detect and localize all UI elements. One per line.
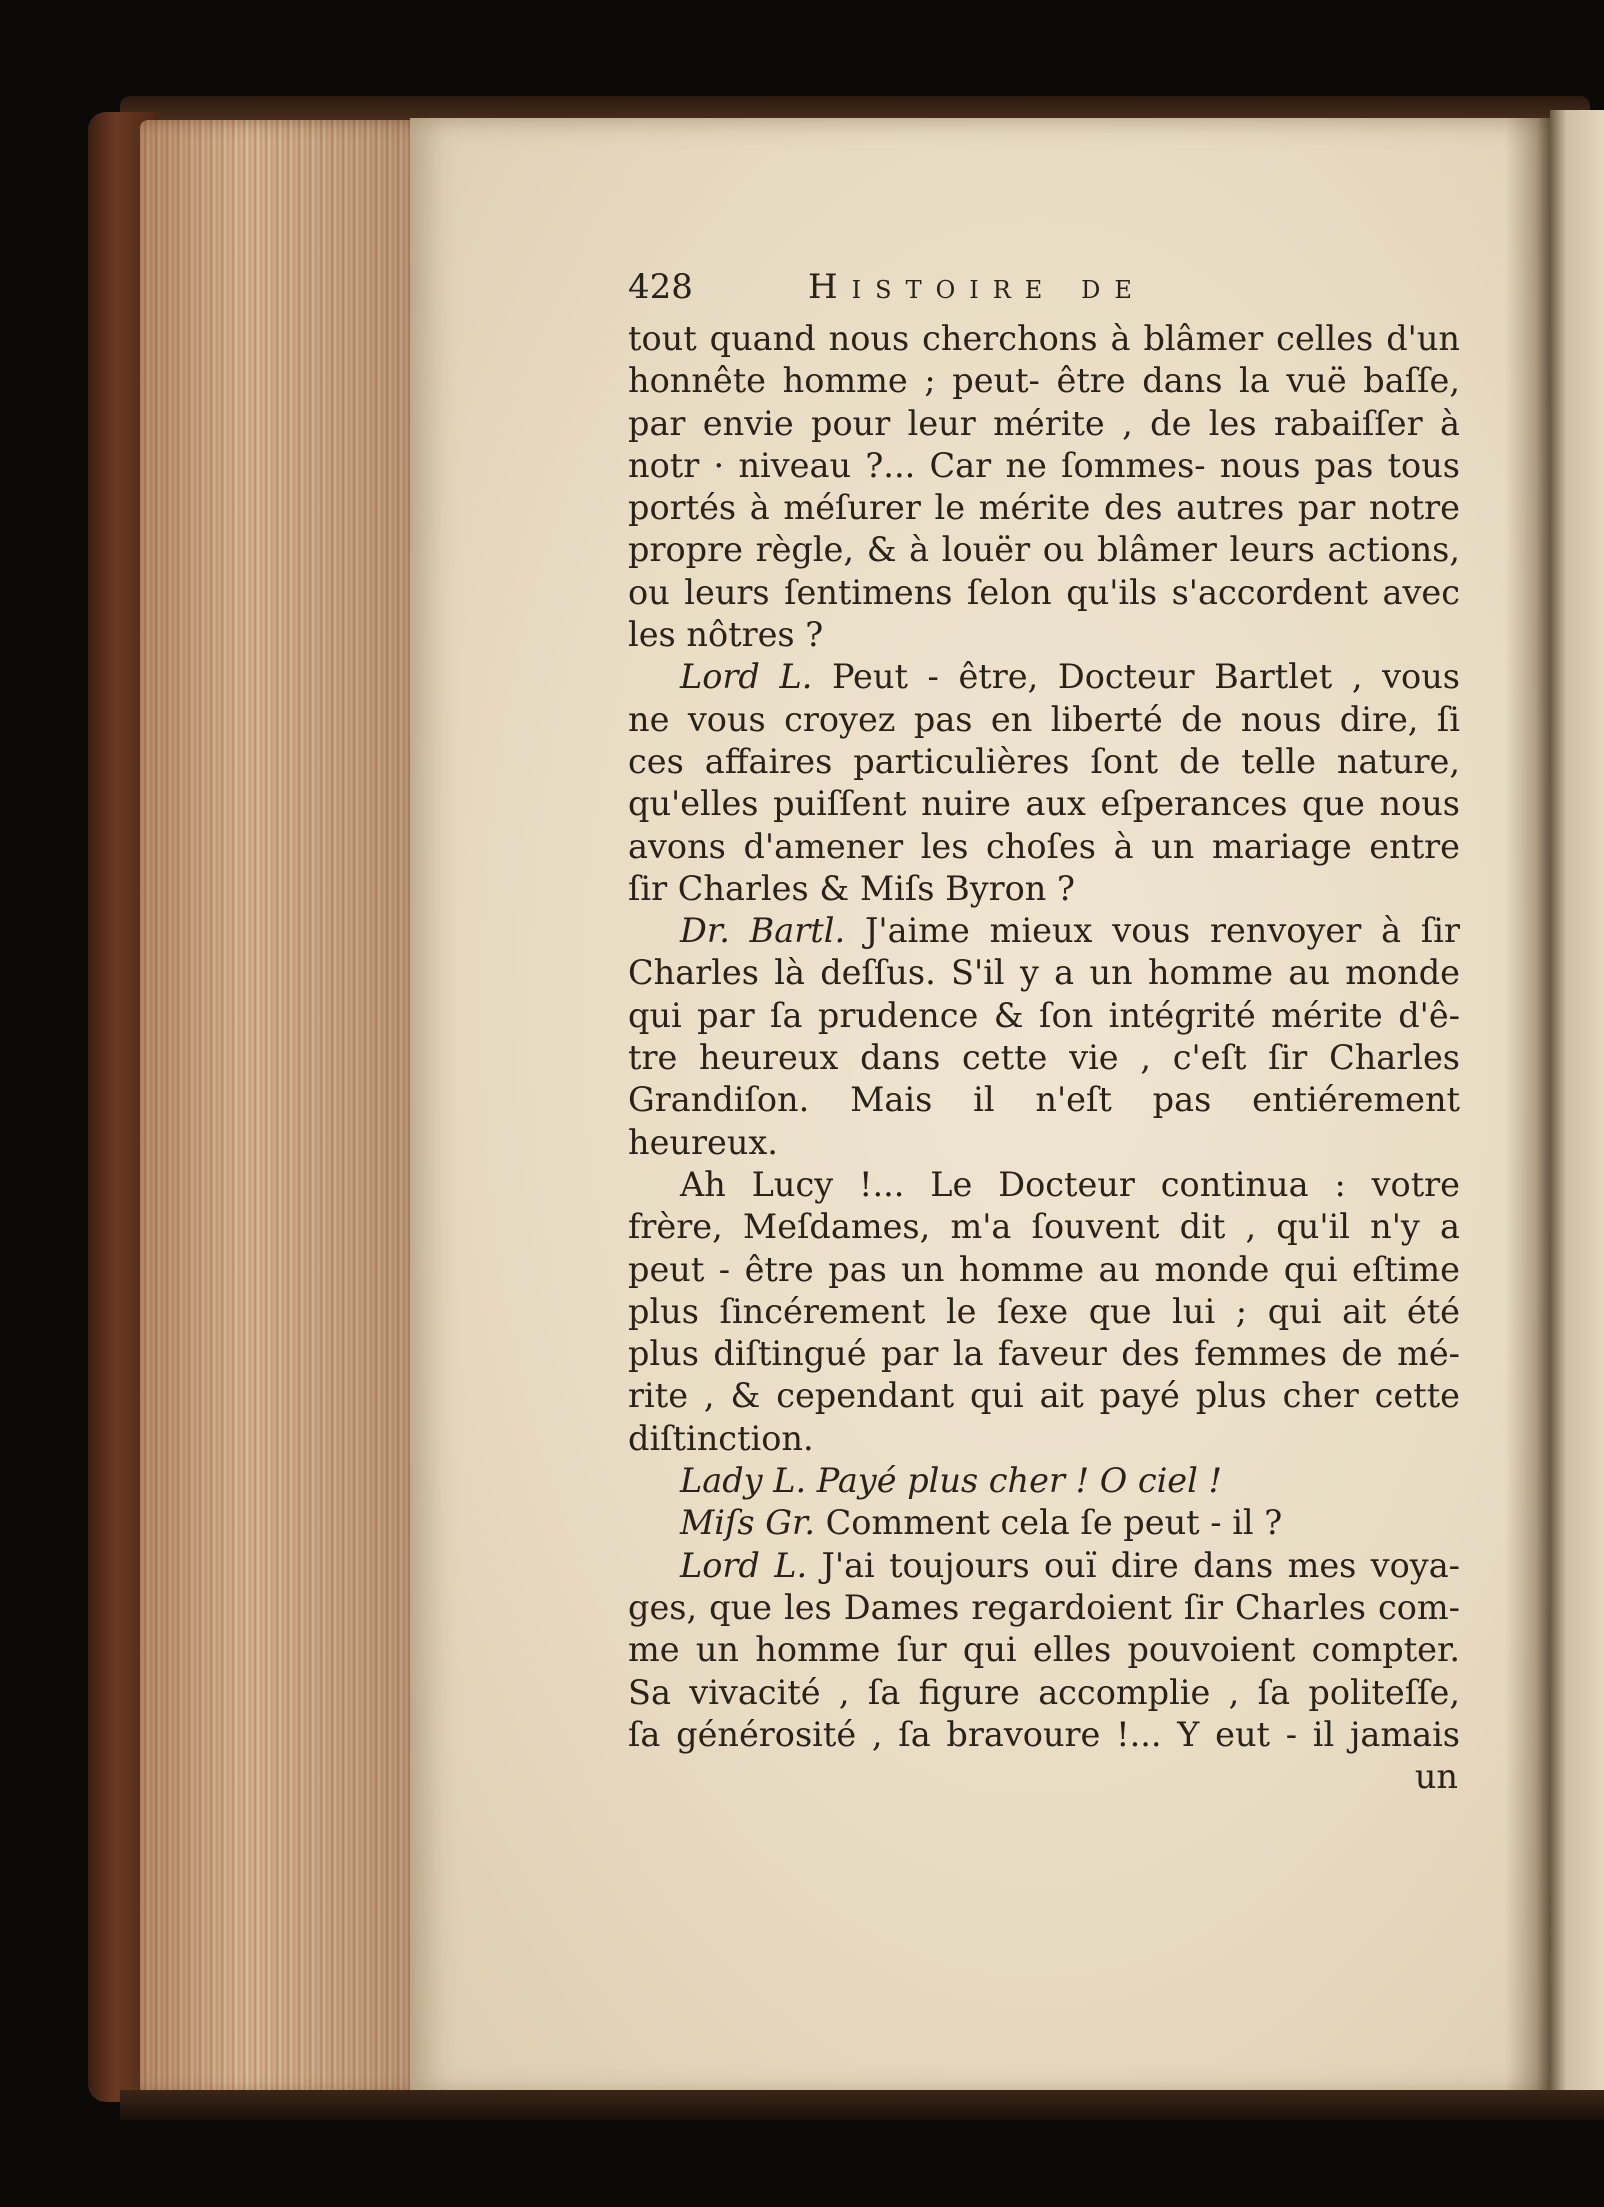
text-line: Charles là deſſus. S'il y a un homme au monde xyxy=(628,953,1460,993)
dialogue-line xyxy=(628,1502,1460,1544)
speaker-name: Lord L. xyxy=(680,1545,808,1585)
dialogue-text: Comment cela ſe peut - il ? xyxy=(825,1503,1283,1543)
speaker-name: Lord L. xyxy=(680,657,813,697)
speaker-name: Miſs Gr. xyxy=(680,1503,815,1543)
book-cover-bottom-edge xyxy=(120,2090,1604,2120)
text-line: honnête homme ; peut- être dans la vuë baſſe, xyxy=(628,361,1460,401)
text-line: heureux. xyxy=(628,1122,778,1162)
facing-page-sliver xyxy=(1550,110,1604,2100)
text-line: me un homme ſur qui elles pouvoient compter. xyxy=(628,1630,1460,1670)
dialogue-line xyxy=(628,656,1460,698)
text-line: frère, Meſdames, m'a ſouvent dit , qu'il n'y a xyxy=(628,1207,1460,1247)
dialogue-line xyxy=(628,1460,1460,1502)
dialogue-text: Payé plus cher ! O ciel ! xyxy=(816,1461,1222,1501)
text-line: qui par ſa prudence & ſon intégrité mérite d'ê- xyxy=(628,995,1460,1035)
dialogue-text: Peut - être, Docteur Bartlet , vous xyxy=(832,657,1460,697)
running-head xyxy=(628,262,1460,312)
dialogue-text: J'ai toujours ouï dire dans mes voya- xyxy=(821,1545,1460,1585)
text-line: ſir Charles & Miſs Byron ? xyxy=(628,868,1075,908)
text-line: plus ſincérement le ſexe que lui ; qui ait été xyxy=(628,1291,1460,1331)
text-line: tout quand nous cherchons à blâmer celles d'un xyxy=(628,319,1460,358)
dialogue-line xyxy=(628,910,1460,952)
text-line: portés à méſurer le mérite des autres par notre xyxy=(628,488,1460,528)
dialogue-line xyxy=(628,1545,1460,1587)
catchword: un xyxy=(1414,1757,1458,1797)
text-line: ou leurs ſentimens ſelon qu'ils s'accordent avec xyxy=(628,572,1460,612)
speaker-name: Dr. Bartl. xyxy=(680,911,846,951)
page-number: 428 xyxy=(628,267,693,307)
running-title: Histoire de xyxy=(808,267,1146,307)
text-line: propre règle, & à louër ou blâmer leurs actions, xyxy=(628,530,1460,570)
text-line: rite , & cependant qui ait payé plus cher cette xyxy=(628,1376,1460,1416)
text-line: avons d'amener les choſes à un mariage entre xyxy=(628,826,1460,866)
text-line: notr · niveau ?... Car ne ſommes- nous pas tous xyxy=(628,445,1460,485)
text-line: Grandiſon. Mais il n'eſt pas entiérement xyxy=(628,1080,1460,1120)
text-line: les nôtres ? xyxy=(628,615,824,655)
text-line: ſa générosité , ſa bravoure !... Y eut - il jamais xyxy=(628,1714,1460,1754)
binding-gutter-shadow xyxy=(1505,118,1550,2096)
text-line: ces affaires particulières ſont de telle nature, xyxy=(628,741,1460,781)
text-line: peut - être pas un homme au monde qui eſtime xyxy=(628,1249,1460,1289)
text-line: Ah Lucy !... Le Docteur continua : votre xyxy=(680,1164,1460,1204)
text-line: tre heureux dans cette vie , c'eſt ſir Charles xyxy=(628,1038,1460,1078)
dialogue-text: J'aime mieux vous renvoyer à ſir xyxy=(864,911,1460,951)
text-line: diſtinction. xyxy=(628,1418,814,1458)
text-line: qu'elles puiſſent nuire aux eſperances que nous xyxy=(628,784,1460,824)
text-line: ges, que les Dames regardoient ſir Charles com- xyxy=(628,1587,1460,1627)
text-line: plus diſtingué par la faveur des femmes de mé- xyxy=(628,1334,1460,1374)
text-line: ne vous croyez pas en liberté de nous dire, ſi xyxy=(628,699,1460,739)
page-text xyxy=(628,262,1460,1798)
text-line: par envie pour leur mérite , de les rabaiſſer à xyxy=(628,403,1460,443)
page-stack-shadow xyxy=(140,120,440,2095)
text-line: Sa vivacité , ſa figure accomplie , ſa politeſſe, xyxy=(628,1672,1460,1712)
speaker-name: Lady L. xyxy=(680,1461,807,1501)
